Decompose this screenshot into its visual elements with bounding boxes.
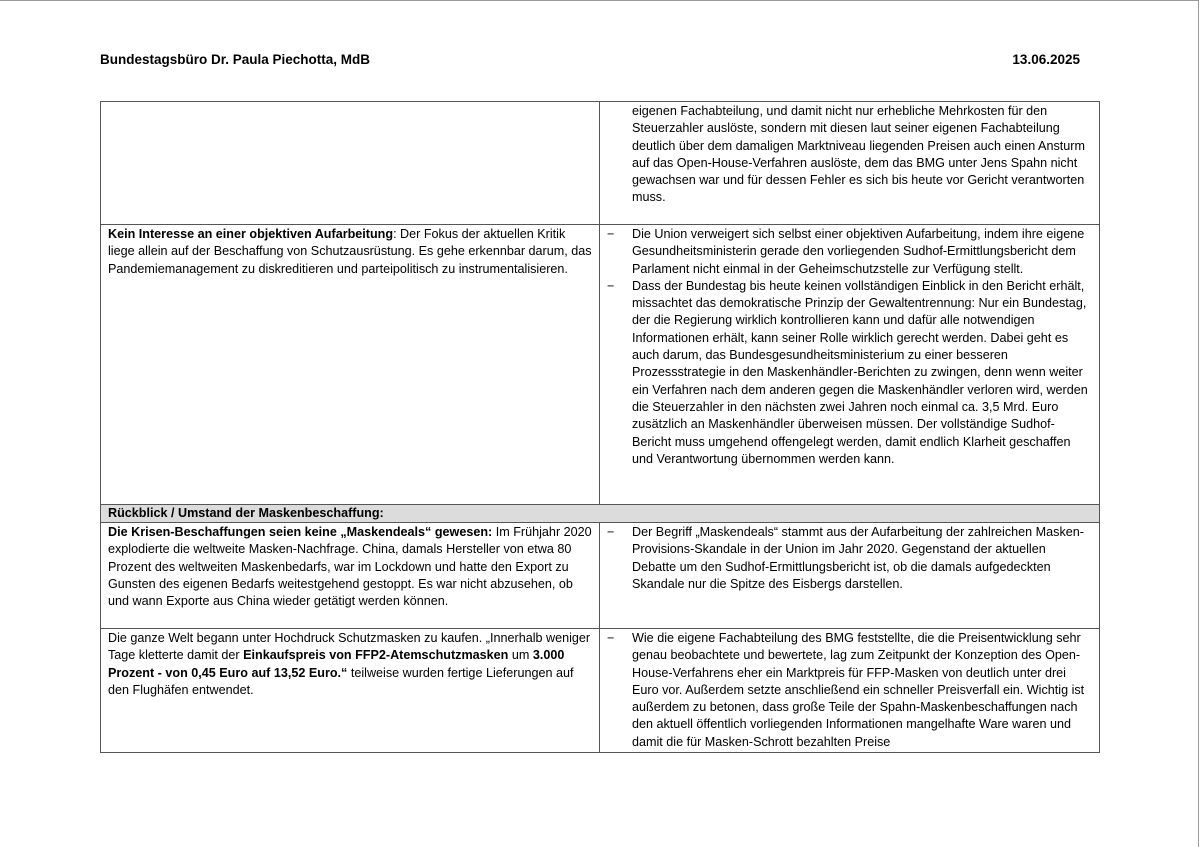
table-row [101,102,1100,225]
argument-table [100,101,1100,753]
list-item [607,278,1092,468]
claim-cell [101,523,600,629]
dash-bullet: − [607,227,615,241]
claim-cell [101,102,600,225]
claim-text [108,630,592,699]
claim-text [108,226,592,278]
list-item [607,630,1092,751]
response-cell [600,523,1100,629]
claim-text [108,524,592,610]
section-row [101,505,1100,523]
response-list [607,524,1092,593]
claim-cell [101,225,600,505]
list-item [607,226,1092,278]
claim-body: teilweise wurden fertige Lieferungen auf den Flughäfen entwendet. [108,665,574,697]
response-text: eigenen Fachabteilung, und damit nicht nur erhebliche Mehrkosten für den Steuerzahler auslöste, sondern mit diesen laut seiner eigenen Fachabteilung deutlich über dem damaligen Marktniveau liegenden Preisen auch einen Ansturm auf das Open-House-Verfahren auslöste, dem das BMG unter Jens Spahn nicht gewachsen war und für dessen Fehler es sich bis heute vor Gericht verantworten muss. [632,104,1085,205]
response-list [607,226,1092,468]
list-item-text: Wie die eigene Fachabteilung des BMG feststellte, die die Preisentwicklung sehr genau beobachtete und bewertete, lag zum Zeitpunkt der Konzeption des Open-House-Verfahrens eher ein Marktpreis für FFP-Masken von deutlich unter drei Euro vor. Außerdem setzte anschließend ein schneller Preisverfall ein. Wichtig ist außerdem zu betonen, dass große Teile der Spahn-Maskenbeschaffungen nach den aktuell öffentlich vorliegenden Informationen mangelhafte Ware waren und damit die für Masken-Schrott bezahlten Preise [632,631,1085,749]
dash-bullet: − [607,525,615,539]
response-cell [600,102,1100,225]
list-item-text: Der Begriff „Maskendeals“ stammt aus der Aufarbeitung der zahlreichen Masken-Provisions-Skandale in der Union im Jahr 2020. Gegenstand der aktuellen Debatte um den Sudhof-Ermittlungsbericht ist, ob die damals aufgedeckten Skandale nur die Spitze des Eisbergs darstellen. [632,525,1084,591]
response-list [607,630,1092,751]
list-item-text: Die Union verweigert sich selbst einer objektiven Aufarbeitung, indem ihre eigene Gesundheitsministerin gerade den vorliegenden Sudhof-Ermittlungsbericht dem Parlament nicht einmal in der Geheimschutzstelle zur Verfügung stellt. [632,227,1085,276]
claim-emphasis: Einkaufspreis von FFP2-Atemschutzmasken [243,648,509,663]
claim-body: Im Frühjahr 2020 explodierte die weltweite Masken-Nachfrage. China, damals Hersteller von etwa 80 Prozent des weltweiten Maskenbedarfs, war im Lockdown und hatte den Export zu Gunsten des eigenen Bedarfs weitestgehend gestoppt. Es war nicht abzusehen, ob und wann Exporte aus China wieder getätigt werden können. [108,525,592,609]
section-title: Rückblick / Umstand der Maskenbeschaffung: [101,505,1100,523]
response-cell [600,225,1100,505]
claim-heading: Kein Interesse an einer objektiven Aufarbeitung [108,227,394,241]
document-date: 13.06.2025 [1012,52,1080,67]
list-item [607,524,1092,593]
list-item-text: Dass der Bundestag bis heute keinen vollständigen Einblick in den Bericht erhält, missachtet das demokratische Prinzip der Gewaltentrennung: Nur ein Bundestag, der die Regierung wirklich kontrollieren kann und dafür alle notwendigen Informationen erhält, kann seiner Rolle wirklich gerecht werden. Dabei geht es auch darum, das Bundesgesundheitsministerium zu einer besseren Prozessstrategie in den Maskenhändler-Berichten zu zwingen, denn wenn weiter ein Verfahren nach dem anderen gegen die Maskenhändler verloren wird, werden die Steuerzahler in den nächsten zwei Jahren noch einmal ca. 3,5 Mrd. Euro zusätzlich an Maskenhändler überweisen müssen. Der vollständige Sudhof-Bericht muss umgehend offengelegt werden, damit endlich Klarheit geschaffen und Verantwortung übernommen werden kann. [632,278,1088,466]
table-row [101,629,1100,753]
dash-bullet: − [607,278,615,293]
table-row [101,523,1100,629]
claim-body: Die ganze Welt begann unter Hochdruck Schutzmasken zu kaufen. „Innerhalb weniger Tage kletterte damit der [108,631,591,663]
response-cell [600,629,1100,753]
claim-emphasis: 3.000 Prozent - von 0,45 Euro auf 13,52 Euro.“ [108,648,565,680]
claim-body: : Der Fokus der aktuellen Kritik liege allein auf der Beschaffung von Schutzausrüstung. Es gehe erkennbar darum, das Pandemiemanagement zu diskreditieren und parteipolitisch zu instrumentalisieren. [108,227,592,276]
table-row [101,225,1100,505]
claim-cell [101,629,600,753]
office-name: Bundestagsbüro Dr. Paula Piechotta, MdB [100,52,371,67]
claim-heading: Die Krisen-Beschaffungen seien keine „Maskendeals“ gewesen: [108,525,493,539]
dash-bullet: − [607,631,615,645]
page-header [100,52,1080,72]
claim-body: um [508,648,533,663]
